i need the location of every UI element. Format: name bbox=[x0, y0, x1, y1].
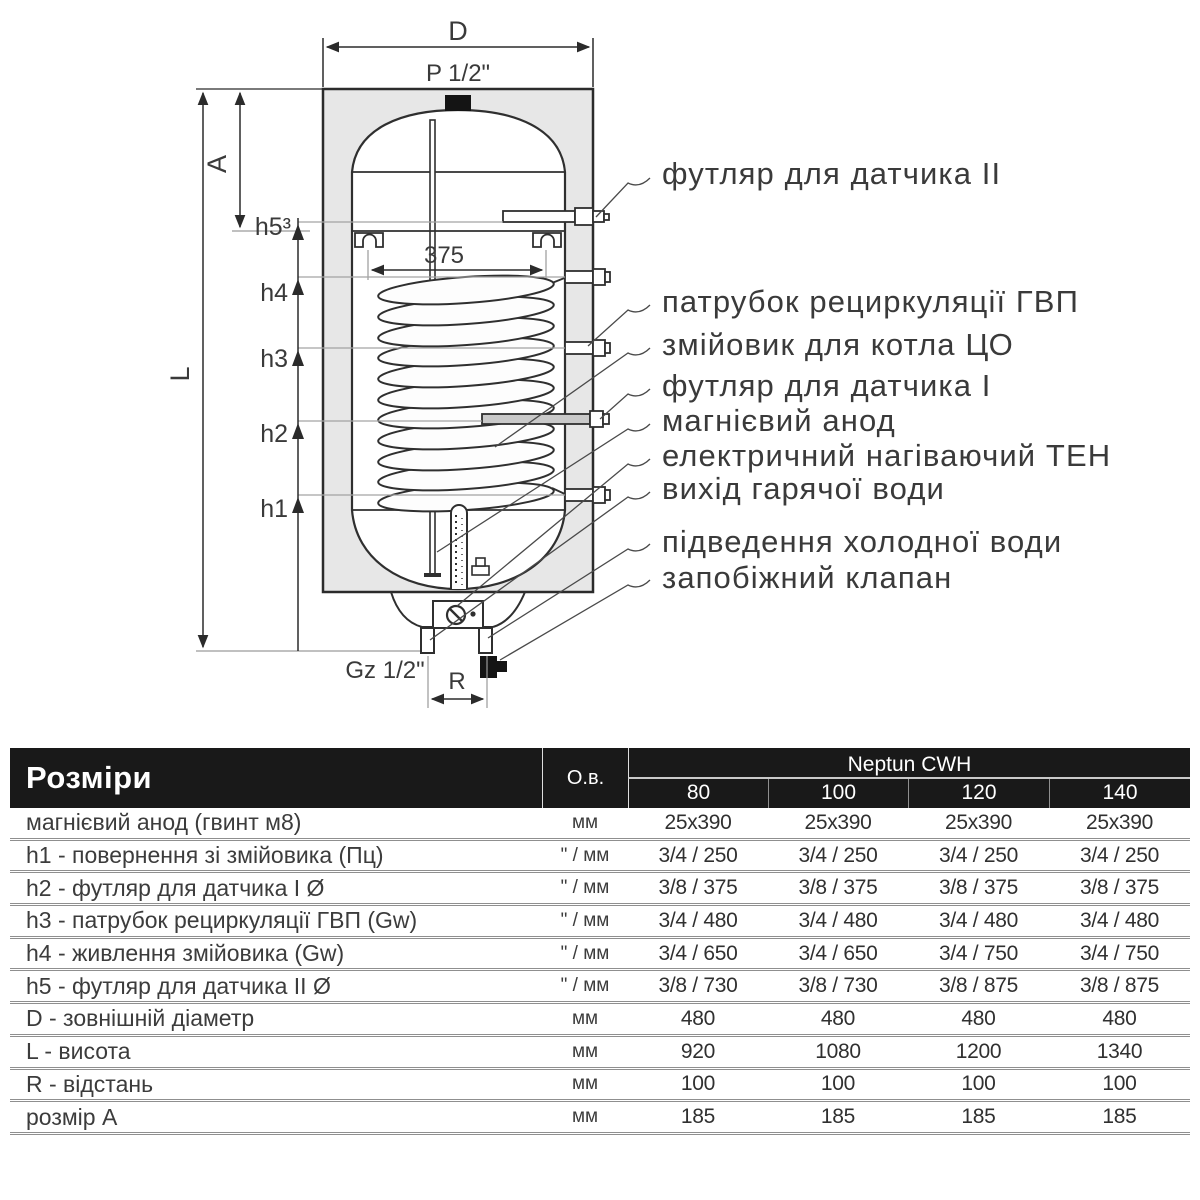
spec-value-cell: 1340 bbox=[1096, 1039, 1143, 1063]
model-header-80: 80 bbox=[628, 779, 768, 808]
model-header-100: 100 bbox=[768, 779, 908, 808]
spec-unit-cell: мм bbox=[571, 1106, 599, 1128]
spec-value-cell: 25x390 bbox=[1085, 810, 1154, 834]
table-title: Розміри bbox=[26, 760, 153, 795]
spec-unit-cell: " / мм bbox=[560, 909, 610, 931]
spec-value-cell: 480 bbox=[820, 1006, 856, 1030]
table-row bbox=[10, 1004, 1190, 1037]
callout-magnesium-anode: магнієвий анод bbox=[662, 403, 896, 438]
spec-value-cell: 100 bbox=[1102, 1072, 1137, 1096]
spec-value-cell: 100 bbox=[820, 1072, 856, 1096]
dim-label-d: D bbox=[448, 16, 468, 46]
spec-value-cell: 3/4 / 250 bbox=[1079, 843, 1160, 867]
spec-value-cell: 3/4 / 480 bbox=[938, 908, 1019, 932]
spec-value-cell: 920 bbox=[680, 1039, 716, 1063]
spec-value-cell: 100 bbox=[680, 1072, 716, 1096]
bottom-thread-label: Gz 1/2" bbox=[345, 657, 425, 684]
dim-label-h5: h5³ bbox=[254, 213, 291, 241]
spec-unit-cell: мм bbox=[571, 1007, 599, 1029]
spec-value-cell: 480 bbox=[680, 1006, 716, 1030]
dim-label-h4: h4 bbox=[260, 279, 288, 307]
top-fitting bbox=[445, 95, 471, 111]
spec-value-cell: 480 bbox=[961, 1006, 996, 1030]
spec-unit-cell: " / мм bbox=[560, 975, 610, 997]
spec-value-cell: 3/8 / 375 bbox=[938, 876, 1019, 900]
spec-label-cell: магнієвий анод (гвинт м8) bbox=[26, 809, 302, 836]
table-row bbox=[10, 841, 1190, 874]
unit-column-header: О.в. bbox=[542, 748, 628, 808]
heating-coil bbox=[377, 271, 567, 516]
spec-value-cell: 3/8 / 730 bbox=[658, 974, 738, 998]
table-row bbox=[10, 1102, 1190, 1135]
spec-value-cell: 3/8 / 375 bbox=[658, 876, 738, 900]
spec-value-cell: 3/8 / 375 bbox=[1079, 876, 1160, 900]
callout-sensor-sleeve-1: футляр для датчика I bbox=[662, 368, 992, 403]
series-header: Neptun CWH bbox=[628, 748, 1190, 779]
top-thread-label: P 1/2" bbox=[425, 60, 491, 87]
table-row bbox=[10, 873, 1190, 906]
spec-value-cell: 480 bbox=[1102, 1006, 1137, 1030]
hot-water-pipe bbox=[421, 628, 434, 653]
spec-value-cell: 3/4 / 650 bbox=[658, 941, 738, 965]
spec-table-header bbox=[10, 748, 1190, 808]
spec-value-cell: 3/8 / 375 bbox=[798, 876, 878, 900]
spec-unit-cell: мм bbox=[571, 811, 599, 833]
spec-value-cell: 185 bbox=[961, 1105, 996, 1129]
dim-a bbox=[232, 93, 310, 231]
sensor-sleeve-1 bbox=[482, 411, 609, 427]
spec-value-cell: 3/4 / 250 bbox=[798, 843, 878, 867]
dim-label-l: L bbox=[165, 366, 195, 382]
callout-hot-water-outlet: вихід гарячої води bbox=[662, 471, 945, 506]
dim-label-375: 375 bbox=[423, 242, 465, 269]
dim-label-r: R bbox=[448, 668, 466, 695]
callout-coil: змійовик для котла ЦО bbox=[662, 327, 1014, 362]
spec-value-cell: 3/4 / 250 bbox=[938, 843, 1019, 867]
spec-value-cell: 25x390 bbox=[804, 810, 872, 834]
spec-value-cell: 25x390 bbox=[944, 810, 1013, 834]
spec-value-cell: 185 bbox=[680, 1105, 716, 1129]
model-header-140: 140 bbox=[1049, 779, 1190, 808]
callout-cold-water-inlet: підведення холодної води bbox=[662, 524, 1063, 559]
spec-value-cell: 3/4 / 750 bbox=[938, 941, 1019, 965]
spec-value-cell: 3/4 / 750 bbox=[1079, 941, 1160, 965]
spec-label-cell: L - висота bbox=[26, 1038, 131, 1065]
spec-value-cell: 100 bbox=[961, 1072, 996, 1096]
spec-value-cell: 25x390 bbox=[664, 810, 732, 834]
spec-unit-cell: мм bbox=[571, 1073, 599, 1095]
sensor-sleeve-2 bbox=[503, 208, 609, 225]
dim-label-h1: h1 bbox=[260, 495, 288, 523]
table-row bbox=[10, 808, 1190, 841]
dim-label-h2: h2 bbox=[260, 420, 288, 448]
table-row bbox=[10, 906, 1190, 939]
dim-label-a: A bbox=[202, 154, 232, 174]
table-row bbox=[10, 971, 1190, 1004]
callout-recirculation-port: патрубок рециркуляції ГВП bbox=[662, 284, 1079, 319]
spec-value-cell: 1200 bbox=[955, 1039, 1002, 1063]
spec-value-cell: 3/8 / 730 bbox=[798, 974, 878, 998]
spec-label-cell: h2 - футляр для датчика I Ø bbox=[26, 874, 325, 901]
table-row bbox=[10, 939, 1190, 972]
pipe-stub-coil-feed bbox=[565, 269, 610, 285]
spec-unit-cell: мм bbox=[571, 1040, 599, 1062]
spec-value-cell: 3/8 / 875 bbox=[938, 974, 1019, 998]
spec-value-cell: 185 bbox=[820, 1105, 856, 1129]
model-header-120: 120 bbox=[908, 779, 1049, 808]
callout-heating-element: електричний нагіваючий ТЕН bbox=[662, 438, 1112, 473]
spec-unit-cell: " / мм bbox=[560, 844, 610, 866]
spec-value-cell: 1080 bbox=[815, 1039, 861, 1063]
cold-water-pipe bbox=[479, 628, 492, 653]
spec-value-cell: 185 bbox=[1102, 1105, 1137, 1129]
h-dimension-line bbox=[292, 218, 304, 651]
table-row bbox=[10, 1070, 1190, 1103]
spec-value-cell: 3/4 / 250 bbox=[658, 843, 738, 867]
spec-value-cell: 3/4 / 480 bbox=[798, 908, 878, 932]
spec-label-cell: розмір А bbox=[26, 1103, 118, 1130]
spec-unit-cell: " / мм bbox=[560, 877, 610, 899]
spec-label-cell: R - відстань bbox=[26, 1070, 154, 1097]
spec-label-cell: D - зовнішній діаметр bbox=[26, 1005, 255, 1032]
callout-safety-valve: запобіжний клапан bbox=[662, 560, 953, 595]
pipe-stub-coil-return bbox=[565, 487, 610, 503]
pipe-stub-recirculation bbox=[565, 340, 610, 356]
spec-label-cell: h1 - повернення зі змійовика (Пц) bbox=[26, 842, 384, 869]
spec-value-cell: 3/4 / 480 bbox=[1079, 908, 1160, 932]
safety-valve bbox=[480, 656, 497, 678]
spec-label-cell: h5 - футляр для датчика II Ø bbox=[26, 972, 331, 999]
callout-sensor-sleeve-2: футляр для датчика II bbox=[662, 156, 1002, 191]
table-row bbox=[10, 1037, 1190, 1070]
spec-table bbox=[10, 748, 1190, 1135]
heating-element bbox=[451, 505, 467, 589]
spec-value-cell: 3/4 / 480 bbox=[658, 908, 738, 932]
spec-unit-cell: " / мм bbox=[560, 942, 610, 964]
spec-label-cell: h4 - живлення змійовика (Gw) bbox=[26, 940, 345, 967]
dim-label-h3: h3 bbox=[260, 345, 288, 373]
spec-label-cell: h3 - патрубок рециркуляції ГВП (Gw) bbox=[26, 907, 418, 934]
spec-value-cell: 3/8 / 875 bbox=[1079, 974, 1160, 998]
spec-value-cell: 3/4 / 650 bbox=[798, 941, 878, 965]
